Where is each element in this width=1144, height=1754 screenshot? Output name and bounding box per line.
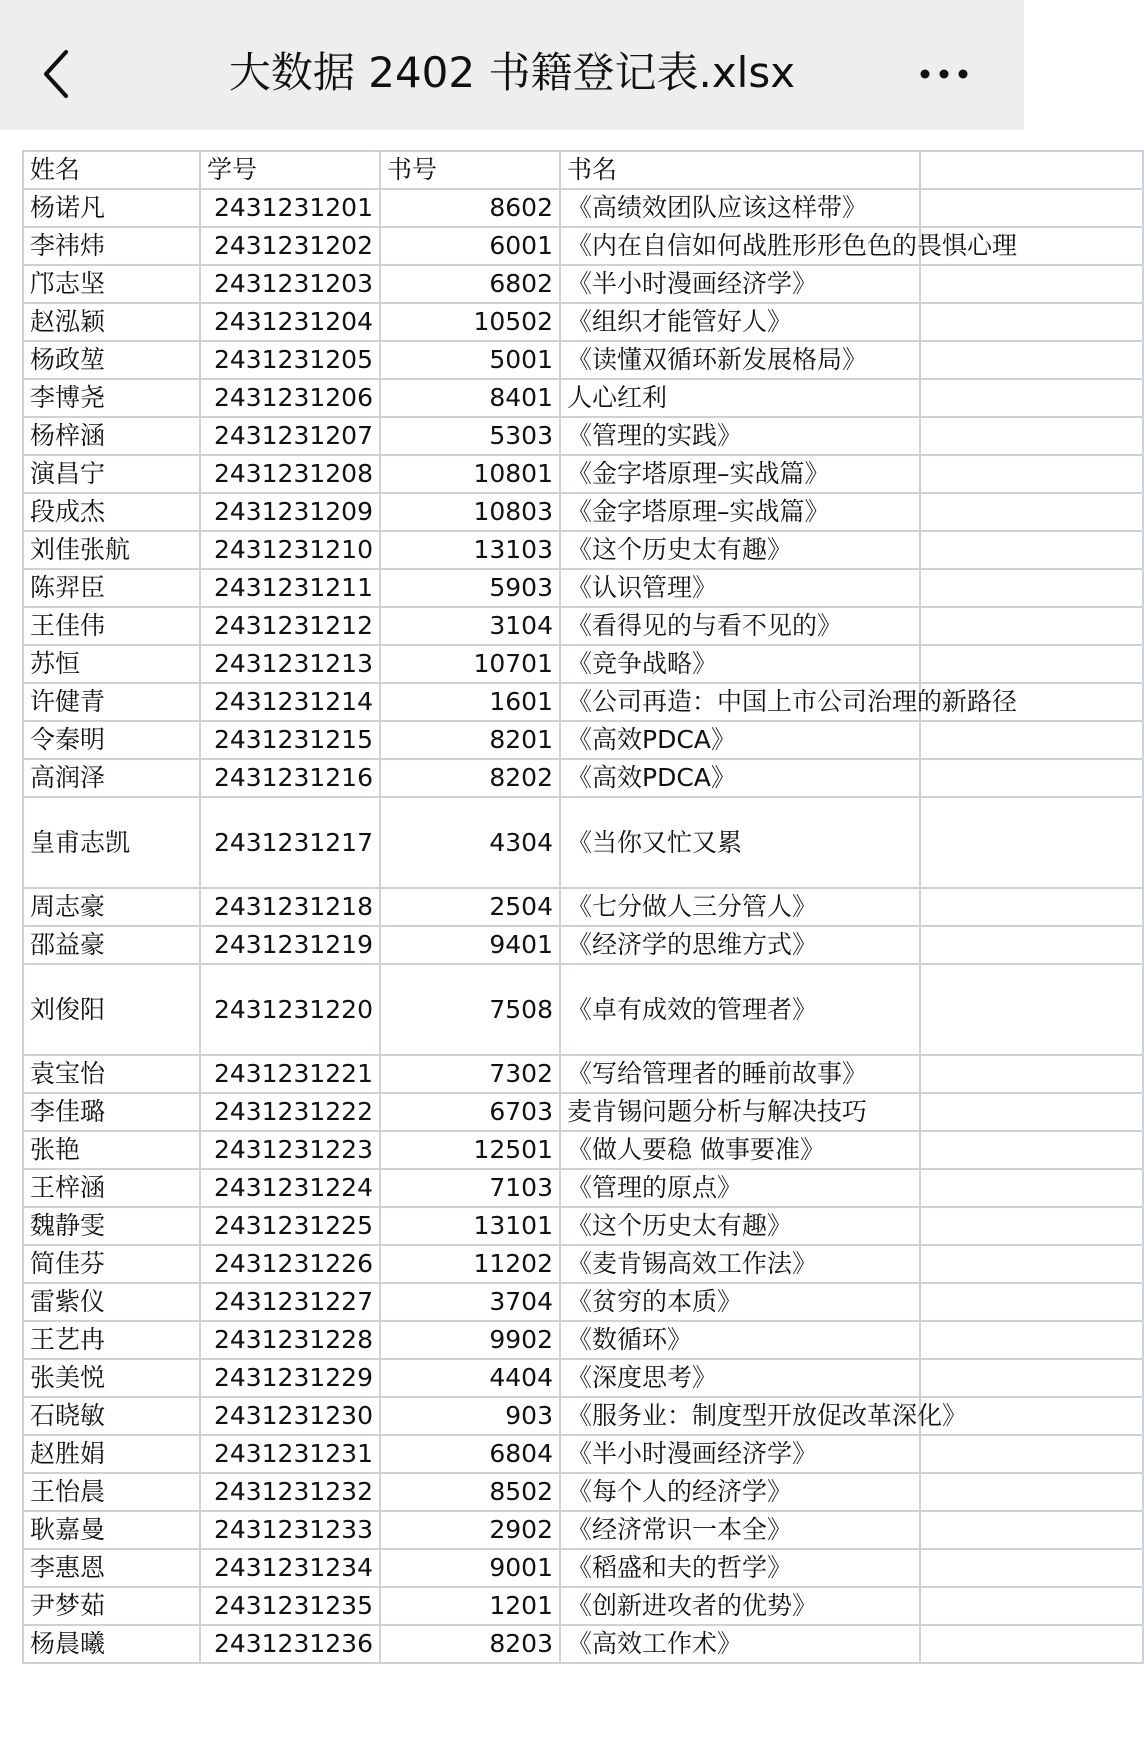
cell-student-id[interactable]: 2431231207 [200, 417, 380, 455]
cell-student-id[interactable]: 2431231201 [200, 189, 380, 227]
cell-student-id[interactable]: 2431231205 [200, 341, 380, 379]
table-row [23, 1093, 1143, 1131]
cell-student-id[interactable]: 2431231206 [200, 379, 380, 417]
cell-book-no[interactable]: 11202 [380, 1245, 560, 1283]
table-row [23, 797, 1143, 888]
table-row [23, 455, 1143, 493]
cell-book-no[interactable]: 10803 [380, 493, 560, 531]
cell-book-no[interactable]: 8502 [380, 1473, 560, 1511]
table-row [23, 1549, 1143, 1587]
cell-name[interactable]: 赵泓颖 [23, 303, 200, 341]
cell-book-title[interactable]: 《半小时漫画经济学》 [560, 1435, 920, 1473]
table-row [23, 341, 1143, 379]
cell-name[interactable]: 刘佳张航 [23, 531, 200, 569]
cell-book-no[interactable]: 13103 [380, 531, 560, 569]
cell-student-id[interactable]: 2431231210 [200, 531, 380, 569]
table-row [23, 888, 1143, 926]
cell-empty[interactable] [920, 455, 1143, 493]
cell-student-id[interactable]: 2431231234 [200, 1549, 380, 1587]
file-title: 大数据 2402 书籍登记表.xlsx [228, 48, 796, 97]
table-row [23, 607, 1143, 645]
spreadsheet-view[interactable] [0, 130, 1024, 1754]
cell-empty[interactable] [920, 1511, 1143, 1549]
cell-empty[interactable] [920, 1435, 1143, 1473]
cell-name[interactable]: 陈羿臣 [23, 569, 200, 607]
table-row [23, 1625, 1143, 1663]
cell-book-no[interactable]: 5903 [380, 569, 560, 607]
table-row [23, 1473, 1143, 1511]
cell-book-title[interactable]: 《这个历史太有趣》 [560, 1207, 920, 1245]
table-row [23, 964, 1143, 1055]
cell-book-no[interactable]: 6804 [380, 1435, 560, 1473]
cell-student-id[interactable]: 2431231214 [200, 683, 380, 721]
cell-book-no[interactable]: 9001 [380, 1549, 560, 1587]
cell-empty[interactable] [920, 645, 1143, 683]
data-table [22, 150, 1144, 1664]
cell-empty[interactable] [920, 189, 1143, 227]
cell-book-no[interactable]: 10801 [380, 455, 560, 493]
cell-book-title[interactable]: 《高效PDCA》 [560, 759, 920, 797]
cell-student-id[interactable]: 2431231215 [200, 721, 380, 759]
cell-book-title[interactable]: 《卓有成效的管理者》 [560, 964, 920, 1055]
cell-book-title[interactable]: 《七分做人三分管人》 [560, 888, 920, 926]
header-cell-empty[interactable] [920, 151, 1143, 189]
cell-name[interactable]: 尹梦茹 [23, 1587, 200, 1625]
cell-name[interactable]: 王怡晨 [23, 1473, 200, 1511]
cell-book-title[interactable]: 《稻盛和夫的哲学》 [560, 1549, 920, 1587]
cell-book-title[interactable]: 《高绩效团队应该这样带》 [560, 189, 920, 227]
chevron-left-icon [30, 36, 90, 112]
more-dots-icon [912, 54, 982, 94]
header-cell-id[interactable]: 学号 [200, 151, 380, 189]
cell-name[interactable]: 王佳伟 [23, 607, 200, 645]
table-row [23, 417, 1143, 455]
more-options-button[interactable] [912, 54, 982, 94]
cell-name[interactable]: 杨诺凡 [23, 189, 200, 227]
cell-empty[interactable] [920, 964, 1143, 1055]
cell-student-id[interactable]: 2431231217 [200, 797, 380, 888]
cell-book-title[interactable]: 《创新进攻者的优势》 [560, 1587, 920, 1625]
cell-student-id[interactable]: 2431231218 [200, 888, 380, 926]
cell-student-id[interactable]: 2431231228 [200, 1321, 380, 1359]
cell-book-title[interactable]: 《高效PDCA》 [560, 721, 920, 759]
cell-book-title[interactable]: 《贫穷的本质》 [560, 1283, 920, 1321]
cell-empty[interactable] [920, 569, 1143, 607]
cell-name[interactable]: 许健青 [23, 683, 200, 721]
table-row [23, 1131, 1143, 1169]
cell-student-id[interactable]: 2431231236 [200, 1625, 380, 1663]
table-row [23, 1435, 1143, 1473]
cell-book-title[interactable]: 《写给管理者的睡前故事》 [560, 1055, 920, 1093]
cell-student-id[interactable]: 2431231227 [200, 1283, 380, 1321]
cell-book-title[interactable]: 《数循环》 [560, 1321, 920, 1359]
cell-book-title[interactable]: 《麦肯锡高效工作法》 [560, 1245, 920, 1283]
cell-book-title[interactable]: 《半小时漫画经济学》 [560, 265, 920, 303]
cell-empty[interactable] [920, 1549, 1143, 1587]
cell-student-id[interactable]: 2431231204 [200, 303, 380, 341]
header-cell-name[interactable]: 姓名 [23, 151, 200, 189]
cell-empty[interactable] [920, 1283, 1143, 1321]
cell-empty[interactable] [920, 926, 1143, 964]
cell-empty[interactable] [920, 1245, 1143, 1283]
cell-book-no[interactable]: 8201 [380, 721, 560, 759]
cell-name[interactable]: 演昌宁 [23, 455, 200, 493]
cell-book-title[interactable]: 《金字塔原理–实战篇》 [560, 455, 920, 493]
cell-book-no[interactable]: 8202 [380, 759, 560, 797]
cell-name[interactable]: 苏恒 [23, 645, 200, 683]
cell-book-title[interactable]: 《管理的原点》 [560, 1169, 920, 1207]
cell-book-title[interactable]: 《管理的实践》 [560, 417, 920, 455]
table-row [23, 227, 1143, 265]
cell-book-no[interactable]: 2902 [380, 1511, 560, 1549]
cell-name[interactable]: 张美悦 [23, 1359, 200, 1397]
cell-name[interactable]: 耿嘉曼 [23, 1511, 200, 1549]
cell-name[interactable]: 张艳 [23, 1131, 200, 1169]
cell-empty[interactable] [920, 1473, 1143, 1511]
cell-student-id[interactable]: 2431231225 [200, 1207, 380, 1245]
cell-student-id[interactable]: 2431231216 [200, 759, 380, 797]
table-row [23, 926, 1143, 964]
cell-student-id[interactable]: 2431231226 [200, 1245, 380, 1283]
table-row [23, 1055, 1143, 1093]
cell-book-no[interactable]: 4404 [380, 1359, 560, 1397]
cell-student-id[interactable]: 2431231220 [200, 964, 380, 1055]
cell-name[interactable]: 李佳璐 [23, 1093, 200, 1131]
cell-empty[interactable] [920, 759, 1143, 797]
cell-book-no[interactable]: 5001 [380, 341, 560, 379]
cell-book-no[interactable]: 8203 [380, 1625, 560, 1663]
cell-student-id[interactable]: 2431231222 [200, 1093, 380, 1131]
table-row [23, 1397, 1143, 1435]
cell-book-no[interactable]: 1601 [380, 683, 560, 721]
cell-name[interactable]: 袁宝怡 [23, 1055, 200, 1093]
table-row [23, 1207, 1143, 1245]
cell-empty[interactable] [920, 379, 1143, 417]
table-row [23, 1511, 1143, 1549]
table-row [23, 303, 1143, 341]
cell-name[interactable]: 雷紫仪 [23, 1283, 200, 1321]
table-row [23, 569, 1143, 607]
cell-empty[interactable] [920, 1093, 1143, 1131]
header-row [23, 151, 1143, 189]
cell-name[interactable]: 杨政堃 [23, 341, 200, 379]
cell-empty[interactable] [920, 888, 1143, 926]
cell-book-title[interactable]: 《当你又忙又累 [560, 797, 920, 888]
cell-book-no[interactable]: 9401 [380, 926, 560, 964]
cell-empty[interactable] [920, 531, 1143, 569]
cell-name[interactable]: 邝志坚 [23, 265, 200, 303]
cell-empty[interactable] [920, 341, 1143, 379]
header-cell-book-no[interactable]: 书号 [380, 151, 560, 189]
back-button[interactable] [30, 36, 90, 112]
cell-student-id[interactable]: 2431231213 [200, 645, 380, 683]
cell-empty[interactable] [920, 1321, 1143, 1359]
cell-book-title[interactable]: 《公司再造：中国上市公司治理的新路径 [560, 683, 920, 721]
cell-book-no[interactable]: 6703 [380, 1093, 560, 1131]
cell-book-no[interactable]: 8602 [380, 189, 560, 227]
cell-empty[interactable] [920, 1625, 1143, 1663]
cell-book-title[interactable]: 《组织才能管好人》 [560, 303, 920, 341]
cell-book-title[interactable]: 《每个人的经济学》 [560, 1473, 920, 1511]
cell-book-no[interactable]: 2504 [380, 888, 560, 926]
table-row [23, 531, 1143, 569]
cell-student-id[interactable]: 2431231224 [200, 1169, 380, 1207]
cell-book-no[interactable]: 6001 [380, 227, 560, 265]
cell-student-id[interactable]: 2431231202 [200, 227, 380, 265]
cell-book-no[interactable]: 3104 [380, 607, 560, 645]
cell-name[interactable]: 王梓涵 [23, 1169, 200, 1207]
cell-book-title[interactable]: 《这个历史太有趣》 [560, 531, 920, 569]
cell-book-no[interactable]: 8401 [380, 379, 560, 417]
cell-book-no[interactable]: 3704 [380, 1283, 560, 1321]
cell-book-no[interactable]: 4304 [380, 797, 560, 888]
cell-name[interactable]: 杨晨曦 [23, 1625, 200, 1663]
cell-student-id[interactable]: 2431231231 [200, 1435, 380, 1473]
table-row [23, 493, 1143, 531]
cell-name[interactable]: 高润泽 [23, 759, 200, 797]
cell-book-no[interactable]: 903 [380, 1397, 560, 1435]
header-cell-book-title[interactable]: 书名 [560, 151, 920, 189]
cell-student-id[interactable]: 2431231209 [200, 493, 380, 531]
cell-name[interactable]: 令秦明 [23, 721, 200, 759]
spreadsheet-grid[interactable] [22, 150, 1024, 1754]
cell-book-title[interactable]: 麦肯锡问题分析与解决技巧 [560, 1093, 920, 1131]
cell-book-title[interactable]: 《高效工作术》 [560, 1625, 920, 1663]
cell-book-no[interactable]: 7508 [380, 964, 560, 1055]
table-row [23, 645, 1143, 683]
cell-name[interactable]: 李博尧 [23, 379, 200, 417]
cell-name[interactable]: 李祎炜 [23, 227, 200, 265]
cell-book-title[interactable]: 《内在自信如何战胜形形色色的畏惧心理 [560, 227, 920, 265]
cell-book-title[interactable]: 《深度思考》 [560, 1359, 920, 1397]
cell-student-id[interactable]: 2431231229 [200, 1359, 380, 1397]
cell-student-id[interactable]: 2431231223 [200, 1131, 380, 1169]
table-row [23, 1283, 1143, 1321]
cell-book-title[interactable]: 《金字塔原理–实战篇》 [560, 493, 920, 531]
cell-book-title[interactable]: 《经济学的思维方式》 [560, 926, 920, 964]
cell-book-no[interactable]: 10502 [380, 303, 560, 341]
cell-name[interactable]: 石晓敏 [23, 1397, 200, 1435]
cell-empty[interactable] [920, 493, 1143, 531]
cell-student-id[interactable]: 2431231230 [200, 1397, 380, 1435]
cell-empty[interactable] [920, 417, 1143, 455]
cell-book-no[interactable]: 13101 [380, 1207, 560, 1245]
table-row [23, 1359, 1143, 1397]
cell-book-no[interactable]: 6802 [380, 265, 560, 303]
cell-name[interactable]: 赵胜娟 [23, 1435, 200, 1473]
table-row [23, 683, 1143, 721]
cell-student-id[interactable]: 2431231211 [200, 569, 380, 607]
cell-book-title[interactable]: 《做人要稳 做事要准》 [560, 1131, 920, 1169]
table-row [23, 189, 1143, 227]
cell-book-no[interactable]: 10701 [380, 645, 560, 683]
cell-student-id[interactable]: 2431231203 [200, 265, 380, 303]
cell-empty[interactable] [920, 265, 1143, 303]
cell-empty[interactable] [920, 1587, 1143, 1625]
cell-empty[interactable] [920, 303, 1143, 341]
cell-name[interactable]: 皇甫志凯 [23, 797, 200, 888]
cell-name[interactable]: 邵益豪 [23, 926, 200, 964]
cell-name[interactable]: 魏静雯 [23, 1207, 200, 1245]
cell-student-id[interactable]: 2431231233 [200, 1511, 380, 1549]
cell-empty[interactable] [920, 607, 1143, 645]
cell-book-title[interactable]: 《竞争战略》 [560, 645, 920, 683]
cell-name[interactable]: 李惠恩 [23, 1549, 200, 1587]
table-row [23, 1587, 1143, 1625]
cell-book-title[interactable]: 《认识管理》 [560, 569, 920, 607]
cell-book-title[interactable]: 《经济常识一本全》 [560, 1511, 920, 1549]
cell-book-title[interactable]: 《服务业：制度型开放促改革深化》 [560, 1397, 920, 1435]
cell-empty[interactable] [920, 1359, 1143, 1397]
cell-empty[interactable] [920, 1055, 1143, 1093]
table-row [23, 265, 1143, 303]
cell-student-id[interactable]: 2431231221 [200, 1055, 380, 1093]
table-row [23, 1169, 1143, 1207]
cell-book-no[interactable]: 7302 [380, 1055, 560, 1093]
cell-name[interactable]: 王艺冉 [23, 1321, 200, 1359]
cell-name[interactable]: 刘俊阳 [23, 964, 200, 1055]
cell-book-no[interactable]: 12501 [380, 1131, 560, 1169]
cell-empty[interactable] [920, 1169, 1143, 1207]
cell-empty[interactable] [920, 721, 1143, 759]
cell-book-title[interactable]: 《读懂双循环新发展格局》 [560, 341, 920, 379]
cell-book-title[interactable]: 人心红利 [560, 379, 920, 417]
cell-student-id[interactable]: 2431231232 [200, 1473, 380, 1511]
cell-student-id[interactable]: 2431231208 [200, 455, 380, 493]
cell-student-id[interactable]: 2431231219 [200, 926, 380, 964]
table-row [23, 721, 1143, 759]
cell-book-title[interactable]: 《看得见的与看不见的》 [560, 607, 920, 645]
table-row [23, 759, 1143, 797]
cell-student-id[interactable]: 2431231212 [200, 607, 380, 645]
cell-name[interactable]: 段成杰 [23, 493, 200, 531]
table-row [23, 1321, 1143, 1359]
table-row [23, 1245, 1143, 1283]
top-nav-bar [0, 0, 1024, 130]
cell-name[interactable]: 周志豪 [23, 888, 200, 926]
cell-name[interactable]: 杨梓涵 [23, 417, 200, 455]
table-row [23, 379, 1143, 417]
cell-name[interactable]: 简佳芬 [23, 1245, 200, 1283]
cell-empty[interactable] [920, 1131, 1143, 1169]
cell-book-no[interactable]: 7103 [380, 1169, 560, 1207]
cell-empty[interactable] [920, 797, 1143, 888]
cell-book-no[interactable]: 1201 [380, 1587, 560, 1625]
cell-student-id[interactable]: 2431231235 [200, 1587, 380, 1625]
cell-book-no[interactable]: 9902 [380, 1321, 560, 1359]
cell-empty[interactable] [920, 1207, 1143, 1245]
cell-book-no[interactable]: 5303 [380, 417, 560, 455]
